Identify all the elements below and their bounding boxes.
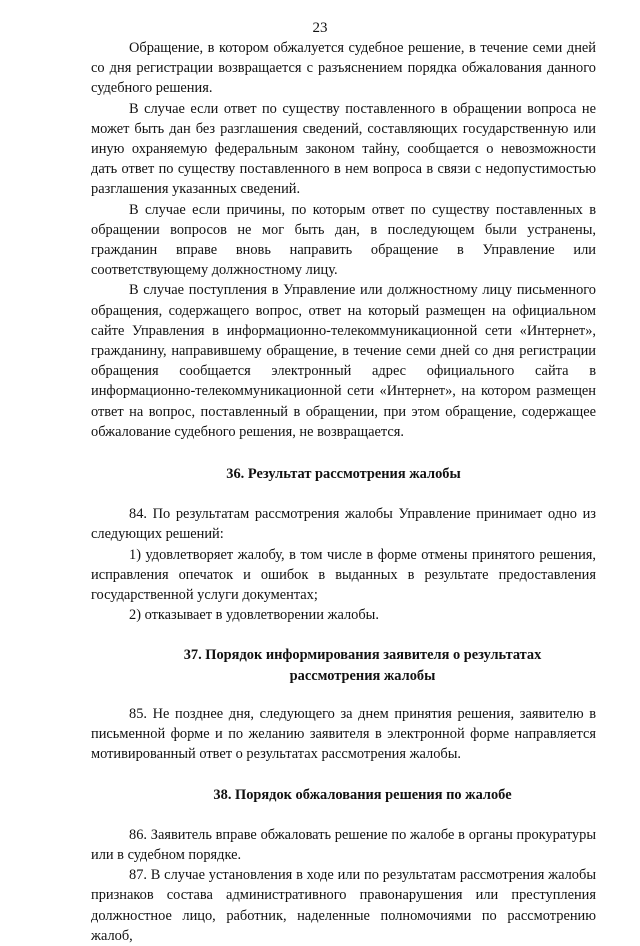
page-content <box>91 38 596 946</box>
paragraph-86: 86. Заявитель вправе обжаловать решение по жалобе в органы прокуратуры или в судебном порядке. <box>91 826 596 863</box>
paragraph-84-item-2: 2) отказывает в удовлетворении жалобы. <box>129 607 379 624</box>
paragraph: В случае если ответ по существу поставленного в обращении вопроса не может быть дан без разглашения сведений, составляющих государственную или иную охраняемую федеральным законом тайну, сообщается о невозможности дать ответ по существу поставленного в нем вопроса в связи с недопустимостью разглашения указанных сведений. <box>91 100 596 198</box>
paragraph-84: 84. По результатам рассмотрения жалобы Управление принимает одно из следующих решений: <box>91 506 596 543</box>
page-number: 23 <box>312 20 328 36</box>
section-heading-37 <box>91 645 596 685</box>
paragraph-84-item-1: 1) удовлетворяет жалобу, в том числе в форме отмены принятого решения, исправления опечаток и ошибок в выданных в результате предоставления государственной услуги документах; <box>91 546 596 604</box>
section-heading-36: 36. Результат рассмотрения жалобы <box>226 466 461 483</box>
paragraph-87: 87. В случае установления в ходе или по результатам рассмотрения жалобы признаков состава административного правонарушения или преступления должностное лицо, работник, наделенные полномочиями по рассмотрению жалоб, <box>91 867 596 944</box>
paragraph: В случае поступления в Управление или должностному лицу письменного обращения, содержащего вопрос, ответ на который размещен на официальном сайте Управления в информационно-телекоммуникационной сети «Интернет», гражданину, направившему обращение, в течение семи дней со дня регистрации обращения сообщается электронный адрес официального сайта в информационно-телекоммуникационной сети «Интернет», на котором размещен ответ на вопрос, поставленный в обращении, при этом обращение, содержащее обжалование судебного решения, не возвращается. <box>91 282 596 440</box>
paragraph-85: 85. Не позднее дня, следующего за днем принятия решения, заявителю в письменной форме и по желанию заявителя в электронной форме направляется мотивированный ответ о результатах рассмотрения жалобы. <box>91 705 596 763</box>
paragraph: Обращение, в котором обжалуется судебное решение, в течение семи дней со дня регистрации возвращается с разъяснением порядка обжалования данного судебного решения. <box>91 40 596 97</box>
section-heading-37-line-1: 37. Порядок информирования заявителя о результатах <box>183 647 542 664</box>
section-heading-37-line-2: рассмотрения жалобы <box>289 667 436 684</box>
paragraph: В случае если причины, по которым ответ по существу поставленных в обращении вопросов не мог быть дан, в последующем были устранены, гражданин вправе вновь направить обращение в Управление или соответствующему должностному лицу. <box>91 201 596 279</box>
section-heading-38: 38. Порядок обжалования решения по жалобе <box>213 786 512 803</box>
